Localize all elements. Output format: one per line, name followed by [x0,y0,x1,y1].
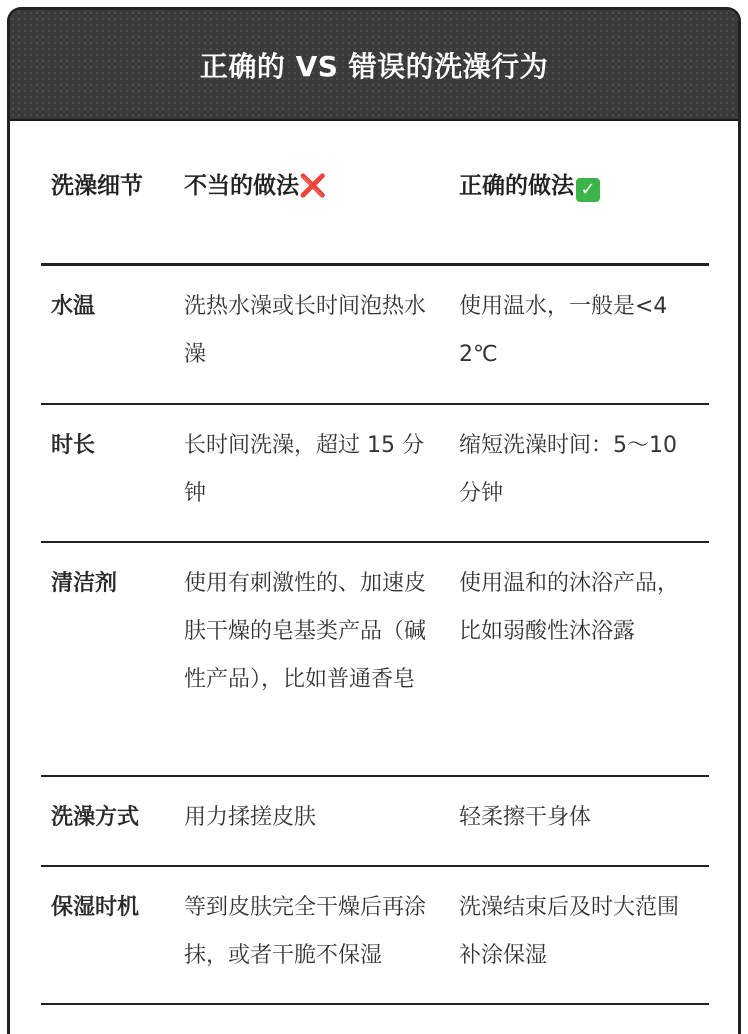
table-header-row [41,140,709,266]
column-header-label: 正确的做法 [459,173,574,199]
row-wrong-practice: 使用有刺激性的、加速皮肤干燥的皂基类产品（碱性产品），比如普通香皂 [184,571,427,692]
row-aspect: 清洁剂 [51,571,118,596]
row-wrong-practice: 洗热水澡或长时间泡热水澡 [184,294,427,367]
row-right-practice: 洗澡结束后及时大范围补涂保湿 [459,895,680,968]
check-mark-icon: ✓ [576,178,600,202]
column-header-label: 洗澡细节 [51,173,143,199]
table-row [41,405,709,543]
comparison-card [7,7,741,1034]
card-header [10,10,738,121]
row-aspect: 洗澡方式 [51,805,140,830]
row-wrong-practice: 长时间洗澡，超过 15 分钟 [184,433,424,506]
row-right-practice: 使用温水，一般是<42℃ [459,294,668,367]
table-row [41,543,709,777]
row-right-practice: 轻柔擦干身体 [459,805,592,830]
table-row [41,266,709,405]
row-wrong-practice: 等到皮肤完全干燥后再涂抹，或者干脆不保湿 [184,895,427,968]
table-row [41,867,709,1005]
column-header-label: 不当的做法 [184,173,299,199]
row-right-practice: 缩短洗澡时间：5～10 分钟 [459,433,677,506]
column-header-right [449,166,709,263]
row-aspect: 水温 [51,294,96,319]
row-aspect: 保湿时机 [51,895,140,920]
cross-mark-icon: ❌ [299,174,327,199]
comparison-table [41,140,709,1005]
row-right-practice: 使用温和的沐浴产品，比如弱酸性沐浴露 [459,571,680,644]
page-title: 正确的 VS 错误的洗澡行为 [199,49,549,83]
row-aspect: 时长 [51,433,96,458]
row-wrong-practice: 用力揉搓皮肤 [184,805,317,830]
column-header-wrong [174,166,449,263]
table-row [41,777,709,867]
column-header-aspect [41,166,174,263]
